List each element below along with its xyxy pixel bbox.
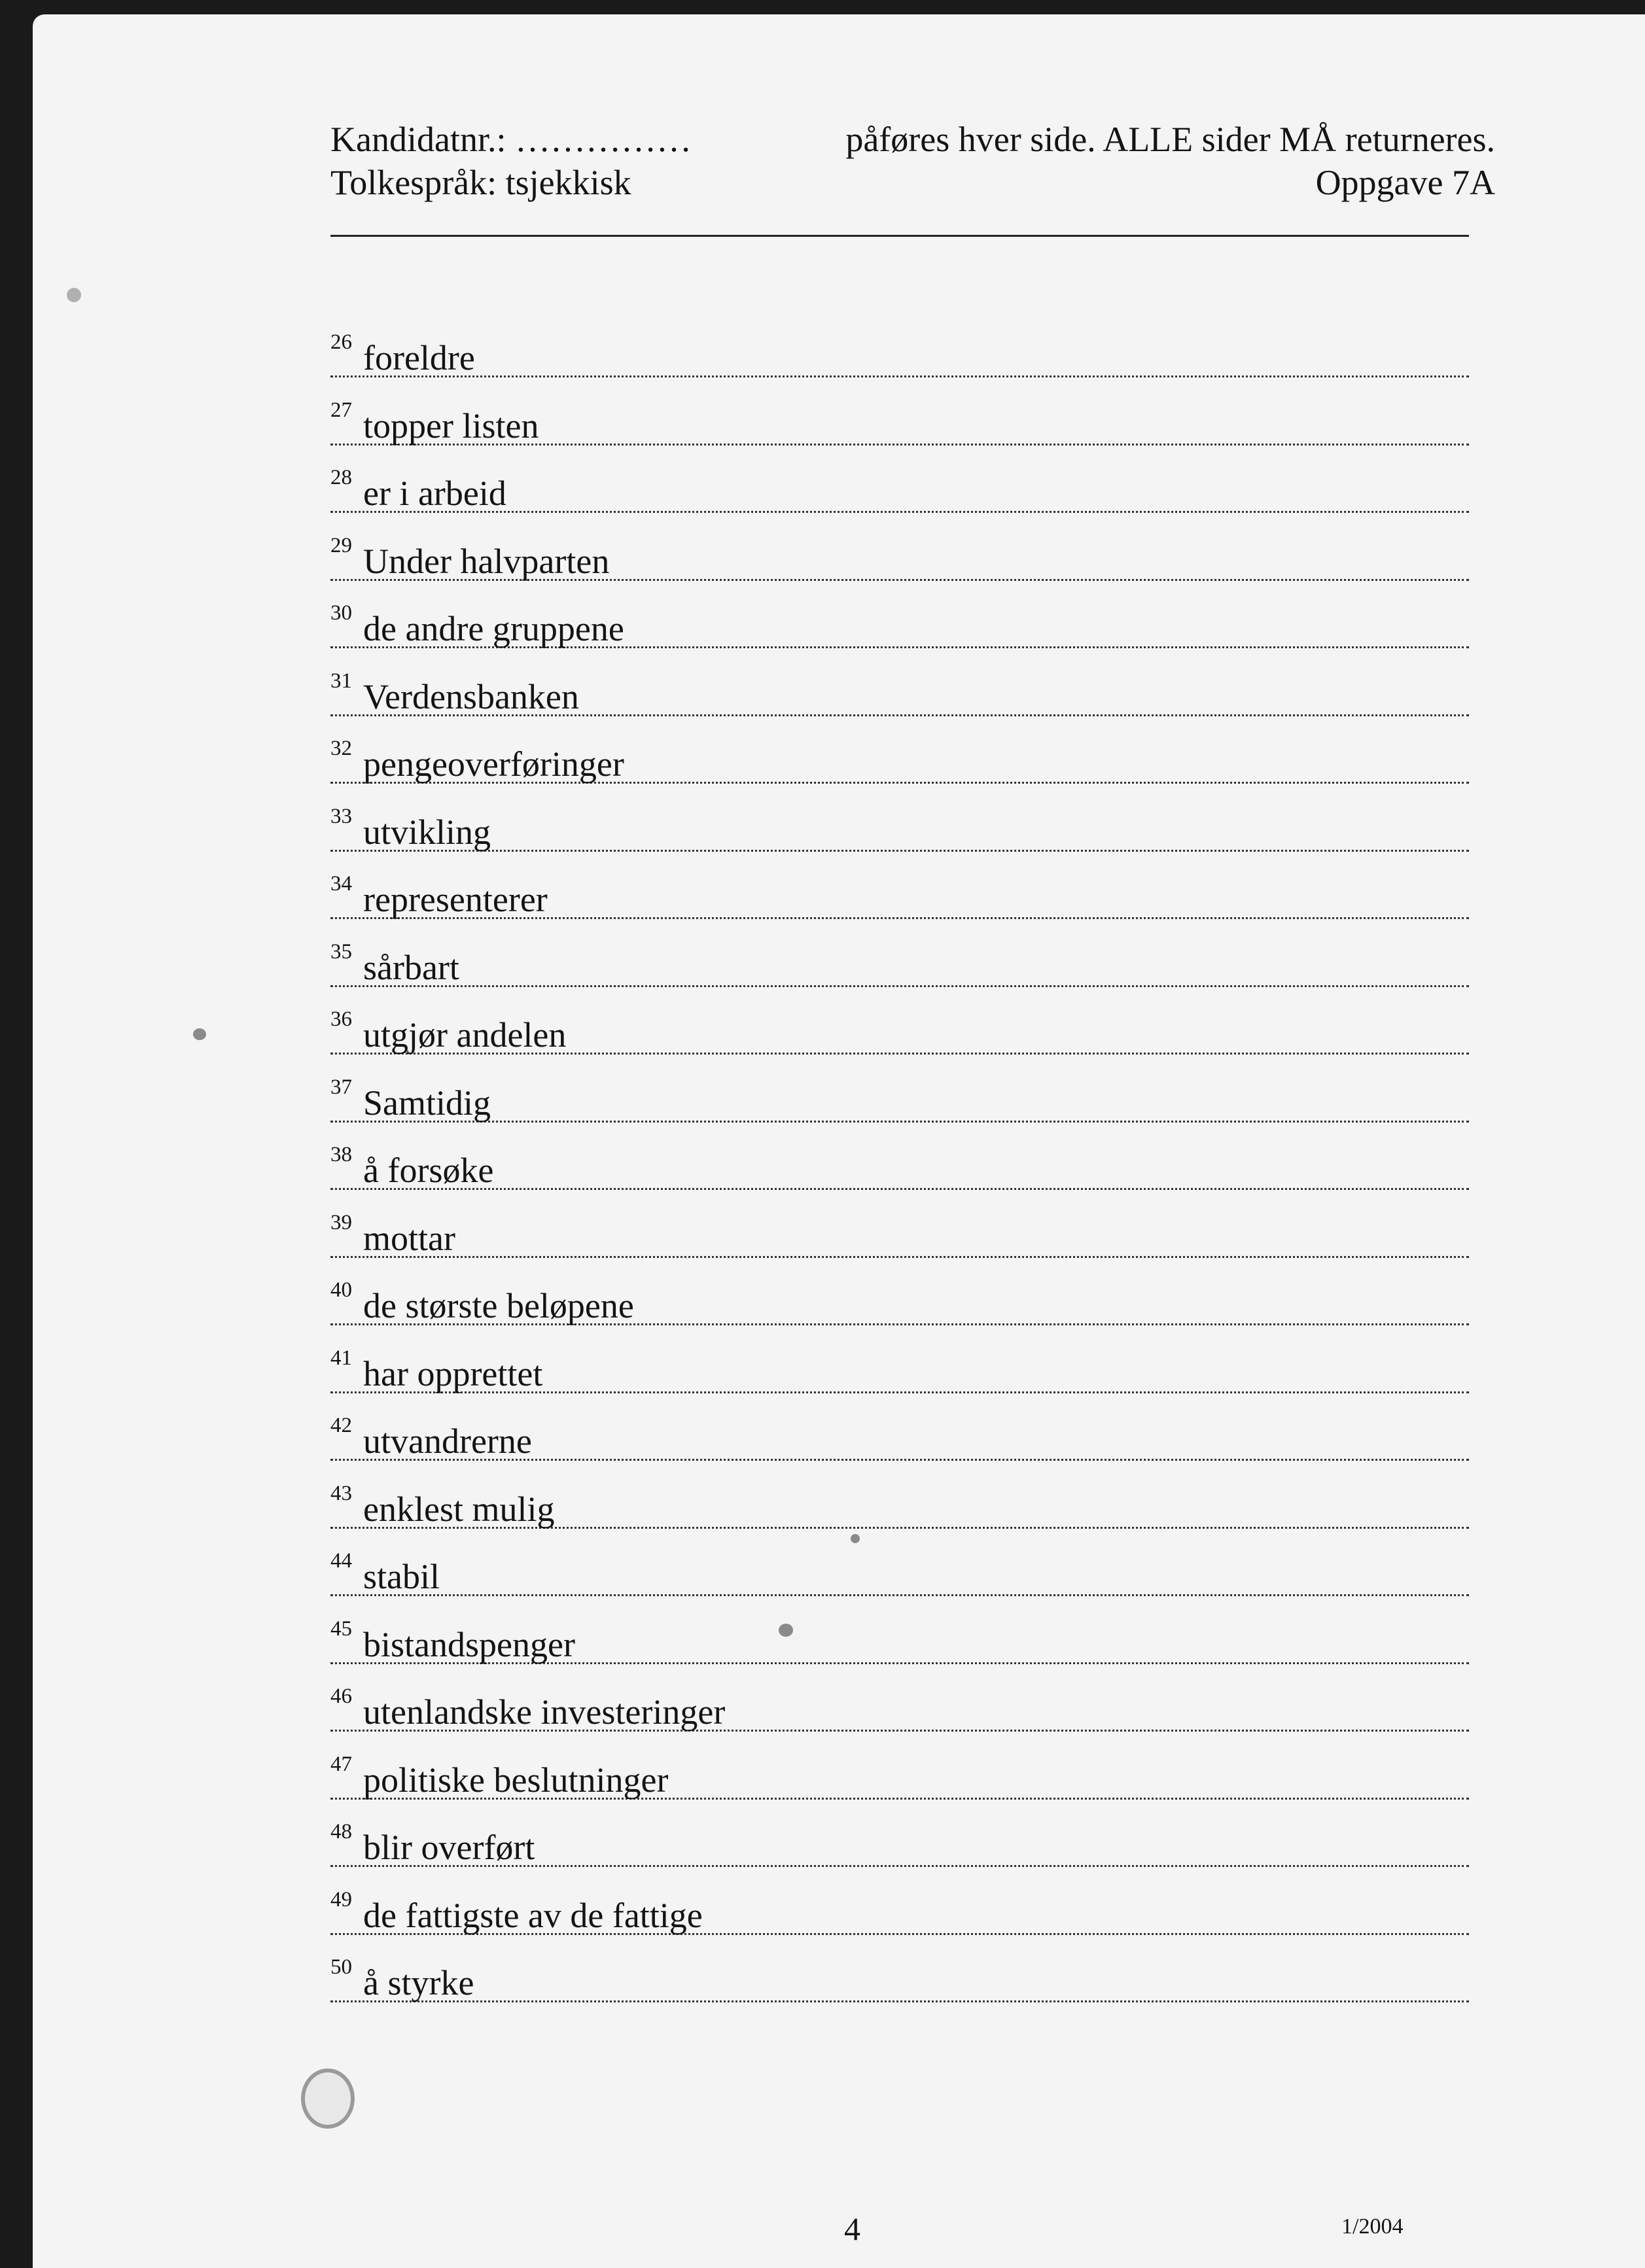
item-number: 29	[330, 533, 352, 557]
item-term: Under halvparten	[363, 541, 610, 581]
item-number: 46	[330, 1684, 352, 1708]
item-number: 42	[330, 1414, 352, 1437]
term-list-item	[330, 1338, 1469, 1406]
item-term: bistandspenger	[363, 1624, 575, 1664]
term-list-item	[330, 1134, 1469, 1202]
item-term: Verdensbanken	[363, 676, 579, 716]
return-instruction: påføres hver side. ALLE sider MÅ returneres.	[845, 120, 1495, 159]
term-list-item	[330, 728, 1469, 796]
page-header	[330, 118, 1495, 204]
dotted-answer-line	[330, 1202, 1469, 1258]
item-number: 34	[330, 872, 352, 896]
term-list-item	[330, 1879, 1469, 1947]
scan-speck	[779, 1624, 793, 1637]
page-number: 4	[844, 2210, 860, 2247]
item-term: utvikling	[363, 812, 491, 852]
item-term: utenlandske investeringer	[363, 1692, 726, 1732]
dotted-answer-line	[330, 1541, 1469, 1596]
dotted-answer-line	[330, 1067, 1469, 1123]
item-term: mottar	[363, 1218, 455, 1258]
term-list-item	[330, 593, 1469, 661]
item-number: 38	[330, 1143, 352, 1166]
scanned-page	[33, 14, 1645, 2268]
term-list-item	[330, 525, 1469, 593]
dotted-answer-line	[330, 322, 1469, 377]
scan-speck	[67, 288, 81, 302]
term-list-item	[330, 1473, 1469, 1541]
term-list-item	[330, 932, 1469, 1000]
term-list-item	[330, 1609, 1469, 1677]
term-list-item	[330, 864, 1469, 932]
item-number: 32	[330, 737, 352, 760]
item-number: 37	[330, 1075, 352, 1099]
item-number: 41	[330, 1346, 352, 1370]
dotted-answer-line	[330, 932, 1469, 987]
item-term: topper listen	[363, 406, 539, 445]
item-term: sårbart	[363, 947, 459, 987]
item-term: foreldre	[363, 338, 475, 377]
item-number: 50	[330, 1955, 352, 1979]
item-number: 43	[330, 1481, 352, 1505]
item-number: 36	[330, 1007, 352, 1031]
item-term: de fattigste av de fattige	[363, 1895, 703, 1935]
item-term: utvandrerne	[363, 1422, 532, 1461]
item-number: 48	[330, 1820, 352, 1843]
item-term: utgjør andelen	[363, 1015, 567, 1055]
dotted-answer-line	[330, 1134, 1469, 1190]
dotted-answer-line	[330, 796, 1469, 852]
item-number: 45	[330, 1616, 352, 1641]
term-list-item	[330, 796, 1469, 864]
term-list-item	[330, 457, 1469, 525]
term-list-item	[330, 390, 1469, 458]
item-term: enklest mulig	[363, 1489, 555, 1529]
candidate-number-label: Kandidatnr.: ……………	[330, 120, 692, 159]
item-number: 47	[330, 1752, 352, 1776]
term-list-item	[330, 661, 1469, 729]
item-term: har opprettet	[363, 1353, 543, 1393]
edition-label: 1/2004	[1341, 2214, 1404, 2239]
scan-speck	[851, 1534, 860, 1543]
scan-ring-mark	[301, 2068, 355, 2129]
dotted-answer-line	[330, 1947, 1469, 2002]
item-number: 40	[330, 1278, 352, 1302]
term-list-item	[330, 1676, 1469, 1744]
item-term: representerer	[363, 880, 548, 919]
item-term: de andre gruppene	[363, 609, 624, 648]
term-list-item	[330, 1947, 1469, 2015]
term-list-item	[330, 1744, 1469, 1812]
item-number: 27	[330, 398, 352, 422]
term-list-item	[330, 1405, 1469, 1473]
item-term: er i arbeid	[363, 474, 506, 513]
item-term: politiske beslutninger	[363, 1760, 669, 1800]
term-list	[330, 322, 1469, 2015]
term-list-item	[330, 1541, 1469, 1609]
header-row-1	[330, 118, 1495, 161]
item-number: 30	[330, 601, 352, 625]
item-number: 35	[330, 939, 352, 964]
item-number: 44	[330, 1549, 352, 1573]
header-row-2	[330, 161, 1495, 204]
item-term: å styrke	[363, 1963, 474, 2002]
item-number: 39	[330, 1210, 352, 1234]
term-list-item	[330, 322, 1469, 390]
term-list-item	[330, 999, 1469, 1067]
item-number: 26	[330, 330, 352, 354]
task-label: Oppgave 7A	[1315, 163, 1495, 202]
item-term: å forsøke	[363, 1151, 494, 1190]
term-list-item	[330, 1811, 1469, 1879]
interpreter-language-label: Tolkespråk: tsjekkisk	[330, 163, 631, 202]
item-number: 49	[330, 1887, 352, 1911]
scan-speck	[193, 1028, 206, 1040]
item-term: pengeoverføringer	[363, 744, 624, 784]
item-term: blir overført	[363, 1828, 535, 1867]
item-term: de største beløpene	[363, 1286, 634, 1325]
item-number: 31	[330, 669, 352, 693]
term-list-item	[330, 1067, 1469, 1135]
item-term: Samtidig	[363, 1083, 491, 1123]
header-divider	[330, 235, 1469, 237]
term-list-item	[330, 1202, 1469, 1270]
item-term: stabil	[363, 1557, 440, 1596]
term-list-item	[330, 1270, 1469, 1338]
item-number: 28	[330, 466, 352, 489]
item-number: 33	[330, 804, 352, 828]
